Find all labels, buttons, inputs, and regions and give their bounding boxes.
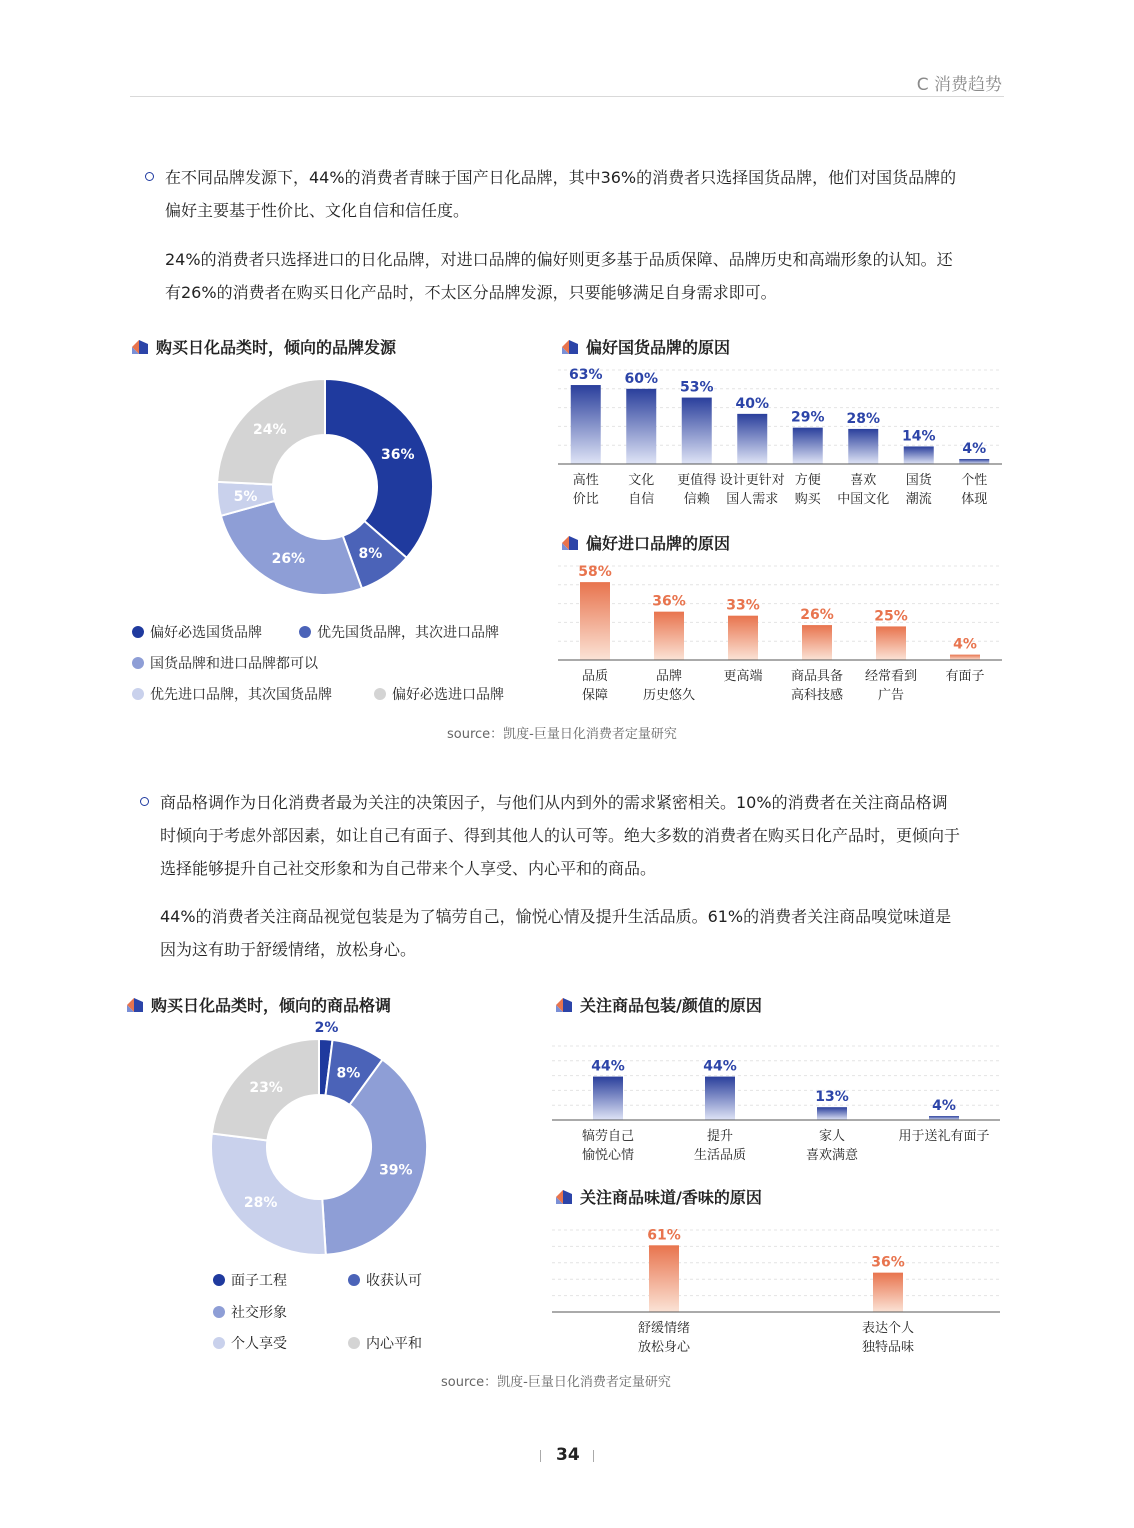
text-line: 在不同品牌发源下，44%的消费者青睐于国产日化品牌，其中36%的消费者只选择国货品牌，他们对国货品牌的 [165, 168, 957, 187]
legend-dot [299, 626, 311, 638]
donut1-title [130, 335, 396, 358]
value-label: 14% [901, 428, 936, 445]
category-label: 更高端 [723, 669, 763, 684]
legend-dot [132, 657, 144, 669]
page-number: 34 [556, 1445, 580, 1465]
bar-chart-scent-reasons [552, 1222, 1000, 1362]
value-label: 26% [800, 607, 834, 624]
category-label: 愉悦心情 [581, 1148, 635, 1163]
value-label: 63% [568, 367, 603, 384]
category-label: 方便 [794, 473, 821, 488]
bar [737, 414, 767, 464]
page-number-divider [593, 1450, 594, 1462]
bar [873, 1273, 903, 1312]
category-label: 文化 [628, 473, 655, 488]
donut2-title [125, 993, 391, 1016]
value-label: 28% [846, 410, 881, 427]
text-line: 时倾向于考虑外部因素，如让自己有面子、得到其他人的认可等。绝大多数的消费者在购买日化产品时，更倾向于 [160, 826, 961, 845]
slice-label: 26% [271, 551, 306, 568]
slice-label: 5% [233, 488, 258, 505]
category-label: 犒劳自己 [581, 1129, 635, 1144]
legend-label: 国货品牌和进口品牌都可以 [150, 656, 318, 672]
chart-title-text: 购买日化品类时，倾向的商品格调 [151, 996, 392, 1015]
category-label: 表达个人 [861, 1321, 915, 1336]
legend-item [213, 1302, 287, 1322]
category-label: 设计更针对 [719, 473, 785, 488]
value-label: 58% [578, 564, 612, 581]
category-label: 潮流 [905, 492, 932, 507]
category-label: 高性 [572, 473, 599, 488]
value-label: 44% [591, 1058, 625, 1075]
bar [793, 428, 823, 464]
donut-chart-brand-origin [210, 372, 440, 602]
value-label: 53% [679, 379, 714, 396]
value-label: 36% [652, 593, 686, 610]
category-label: 国货 [905, 473, 932, 488]
category-label: 个性 [961, 473, 988, 488]
category-label: 喜欢满意 [805, 1148, 859, 1163]
category-label: 更值得 [677, 473, 717, 488]
slice-label: 28% [243, 1194, 278, 1211]
value-label: 61% [647, 1227, 681, 1244]
chart-title-text: 偏好进口品牌的原因 [586, 534, 731, 553]
bar-chart-domestic-reasons [558, 362, 1002, 512]
text-line: 偏好主要基于性价比、文化自信和信任度。 [165, 201, 470, 220]
value-label: 13% [815, 1089, 849, 1106]
category-label: 商品具备 [790, 669, 844, 684]
page-number-divider [540, 1450, 541, 1462]
bar-chart-import-reasons [558, 558, 1002, 708]
bar [929, 1116, 959, 1120]
bar [950, 655, 980, 660]
category-label: 家人 [818, 1129, 846, 1144]
category-label: 广告 [877, 688, 905, 703]
slice-label: 2% [314, 1020, 339, 1037]
legend-item [132, 622, 262, 642]
cube-icon [130, 338, 150, 356]
text-line: 因为这有助于舒缓情绪，放松身心。 [160, 940, 417, 959]
slice-label: 39% [379, 1162, 413, 1179]
bar [848, 429, 878, 464]
legend-item [213, 1333, 287, 1353]
legend-dot [374, 688, 386, 700]
text-line: 选择能够提升自己社交形象和为自己带来个人享受、内心平和的商品。 [160, 859, 657, 878]
bar [682, 398, 712, 464]
category-label: 经常看到 [864, 669, 918, 684]
donut-slice [221, 501, 362, 595]
category-label: 喜欢 [850, 473, 877, 488]
bar1-title [560, 335, 730, 358]
category-label: 独特品味 [861, 1340, 915, 1355]
category-label: 购买 [794, 492, 821, 507]
value-label: 60% [624, 370, 659, 387]
section1-paragraph2 [165, 243, 953, 309]
chart-title-text: 购买日化品类时，倾向的品牌发源 [156, 338, 397, 357]
legend-label: 内心平和 [366, 1336, 422, 1352]
text-line: 商品格调作为日化消费者最为关注的决策因子，与他们从内到外的需求紧密相关。10%的消费者在关注商品格调 [160, 793, 948, 812]
legend-dot [348, 1274, 360, 1286]
source-note: source：凯度-巨量日化消费者定量研究 [441, 1375, 671, 1390]
legend-item [299, 622, 499, 642]
value-label: 44% [703, 1058, 737, 1075]
donut-chart-product-tone [205, 1020, 435, 1265]
bullet-icon [140, 797, 149, 806]
legend-item [213, 1270, 287, 1290]
legend-item [132, 684, 332, 704]
legend-dot [348, 1337, 360, 1349]
category-label: 生活品质 [693, 1148, 747, 1163]
slice-label: 8% [336, 1065, 361, 1082]
category-label: 提升 [706, 1129, 734, 1144]
legend-dot [213, 1337, 225, 1349]
bar3-title [554, 993, 762, 1016]
value-label: 29% [790, 409, 825, 426]
text-line: 24%的消费者只选择进口的日化品牌，对进口品牌的偏好则更多基于品质保障、品牌历史和高端形象的认知。还 [165, 250, 953, 269]
category-label: 用于送礼有面子 [898, 1129, 990, 1144]
value-label: 25% [874, 608, 908, 625]
bar [817, 1107, 847, 1120]
legend-item [132, 653, 318, 673]
cube-icon [560, 338, 580, 356]
bar [571, 385, 601, 464]
legend-dot [213, 1274, 225, 1286]
section2-paragraph2 [160, 900, 951, 966]
legend-label: 偏好必选国货品牌 [150, 625, 262, 641]
slice-label: 36% [381, 446, 415, 463]
category-label: 体现 [961, 492, 988, 507]
legend-label: 优先国货品牌，其次进口品牌 [317, 625, 499, 641]
legend-dot [132, 626, 144, 638]
bar [654, 612, 684, 660]
text-line: 44%的消费者关注商品视觉包装是为了犒劳自己，愉悦心情及提升生活品质。61%的消费者关注商品嗅觉味道是 [160, 907, 952, 926]
bar [904, 446, 934, 464]
bar [649, 1245, 679, 1312]
slice-label: 23% [249, 1079, 283, 1096]
value-label: 4% [932, 1098, 956, 1115]
legend-label: 个人享受 [231, 1336, 287, 1352]
chart-title-text: 关注商品包装/颜值的原因 [580, 996, 762, 1015]
legend-item [348, 1333, 422, 1353]
chart-title-text: 关注商品味道/香味的原因 [580, 1188, 762, 1207]
cube-icon [554, 1188, 574, 1206]
bar [580, 582, 610, 660]
chart-title-text: 偏好国货品牌的原因 [586, 338, 731, 357]
category-label: 品牌 [655, 669, 683, 684]
category-label: 有面子 [945, 669, 985, 684]
bar [802, 625, 832, 660]
value-label: 40% [735, 395, 770, 412]
bar [593, 1077, 623, 1120]
legend-dot [213, 1306, 225, 1318]
legend-label: 收获认可 [366, 1273, 422, 1289]
legend-item [374, 684, 504, 704]
value-label: 4% [953, 636, 977, 653]
legend-label: 偏好必选进口品牌 [392, 687, 504, 703]
bar [959, 459, 989, 464]
value-label: 36% [871, 1254, 905, 1271]
header-divider [130, 96, 1004, 97]
slice-label: 24% [253, 422, 287, 439]
bar [626, 389, 656, 464]
legend-label: 面子工程 [231, 1273, 287, 1289]
bar2-title [560, 531, 730, 554]
category-label: 中国文化 [837, 492, 890, 507]
value-label: 33% [726, 597, 760, 614]
bar [876, 626, 906, 660]
category-label: 保障 [581, 688, 609, 703]
category-label: 放松身心 [637, 1340, 691, 1355]
value-label: 4% [962, 440, 987, 457]
category-label: 信赖 [683, 492, 710, 507]
legend-label: 优先进口品牌，其次国货品牌 [150, 687, 332, 703]
bar-chart-packaging-reasons [552, 1028, 1000, 1168]
category-label: 品质 [581, 669, 609, 684]
text-line: 有26%的消费者在购买日化产品时，不太区分品牌发源，只要能够满足自身需求即可。 [165, 283, 777, 302]
category-label: 历史悠久 [642, 688, 696, 703]
cube-icon [125, 996, 145, 1014]
legend-item [348, 1270, 422, 1290]
section1-paragraph1 [165, 161, 956, 227]
category-label: 国人需求 [726, 492, 779, 507]
bullet-icon [145, 172, 154, 181]
cube-icon [560, 534, 580, 552]
category-label: 价比 [572, 492, 599, 507]
bar [728, 616, 758, 660]
slice-label: 8% [358, 545, 383, 562]
cube-icon [554, 996, 574, 1014]
section2-paragraph1 [160, 786, 960, 885]
bar4-title [554, 1185, 762, 1208]
legend-dot [132, 688, 144, 700]
source-note: source：凯度-巨量日化消费者定量研究 [447, 727, 677, 742]
legend-label: 社交形象 [231, 1305, 287, 1321]
category-label: 自信 [628, 492, 655, 507]
donut-slice [325, 379, 433, 558]
category-label: 高科技感 [790, 688, 844, 703]
bar [705, 1077, 735, 1120]
section-label: C 消费趋势 [916, 75, 1002, 95]
category-label: 舒缓情绪 [637, 1321, 691, 1336]
